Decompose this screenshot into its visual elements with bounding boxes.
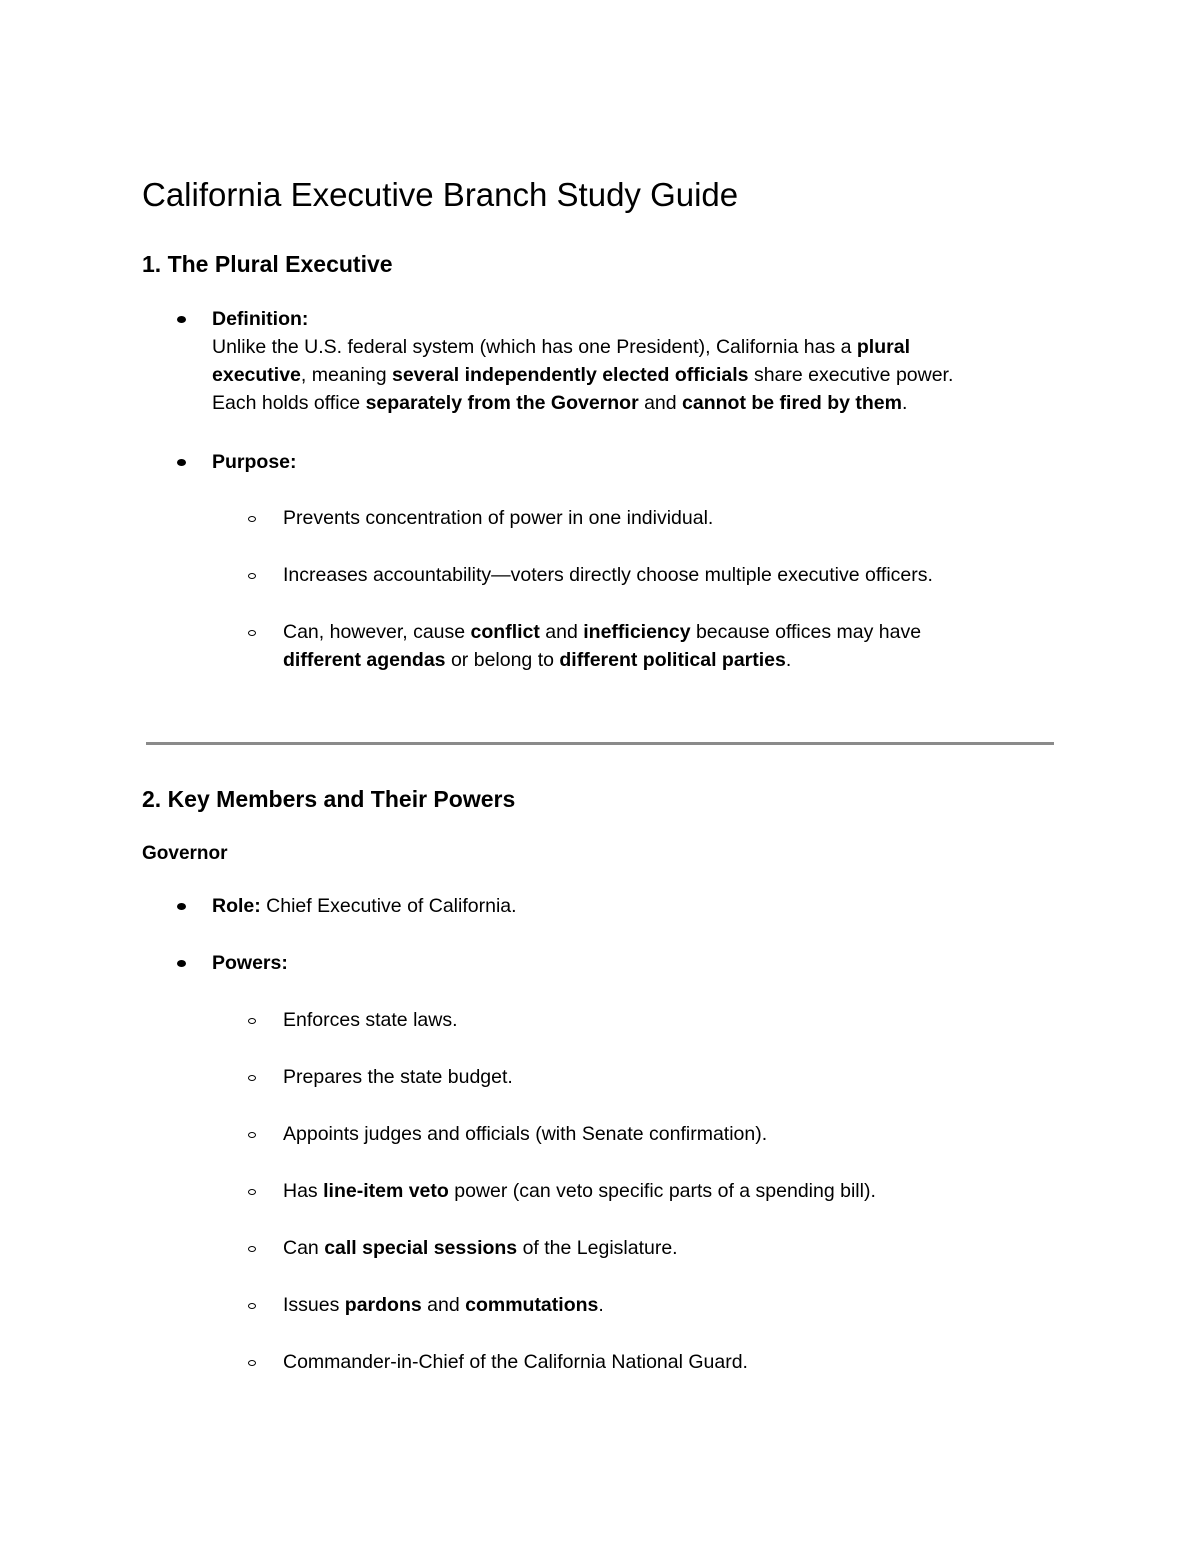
text-run: . (902, 392, 908, 414)
definition-label: Definition: (212, 308, 309, 330)
text-run: Each holds office (212, 392, 366, 414)
bold-text-run: executive (212, 364, 301, 386)
text-run: Issues (283, 1294, 345, 1316)
text-run: Prevents concentration of power in one individual. (283, 507, 714, 529)
power-item (283, 1177, 876, 1205)
purpose-item-continuation (283, 646, 791, 674)
text-run: Prepares the state budget. (283, 1066, 513, 1088)
horizontal-divider (146, 742, 1054, 745)
governor-heading: Governor (142, 843, 228, 864)
power-item (283, 1234, 678, 1262)
bullet-circle-icon (248, 1075, 256, 1081)
power-item (283, 1291, 604, 1319)
section-2-heading: 2. Key Members and Their Powers (142, 786, 516, 812)
bullet-circle-icon (248, 1360, 256, 1366)
purpose-item (283, 504, 713, 532)
bold-text-run: line-item veto (323, 1180, 449, 1202)
bullet-disc-icon (177, 459, 186, 466)
powers-label: Powers: (212, 952, 288, 974)
text-run: Increases accountability—voters directly choose multiple executive officers. (283, 564, 933, 586)
text-run: Can (283, 1237, 325, 1259)
text-run: of the Legislature. (517, 1237, 678, 1259)
power-item (283, 1063, 513, 1091)
text-run: and (539, 621, 584, 643)
section-1-heading: 1. The Plural Executive (142, 251, 393, 277)
bold-text-run: call special sessions (324, 1237, 518, 1259)
text-run: Enforces state laws. (283, 1009, 458, 1031)
bullet-circle-icon (248, 516, 256, 522)
purpose-item (283, 618, 921, 646)
bullet-disc-icon (177, 960, 186, 967)
text-run: Appoints judges and officials (with Senate confirmation). (283, 1123, 768, 1145)
text-run: . (598, 1294, 604, 1316)
definition-line (212, 361, 953, 389)
bold-text-run: conflict (470, 621, 540, 643)
bold-text-run: cannot be fired by them (682, 392, 902, 414)
text-run: or belong to (445, 649, 560, 671)
bullet-circle-icon (248, 573, 256, 579)
power-item (283, 1348, 748, 1376)
bullet-circle-icon (248, 1018, 256, 1024)
bold-text-run: commutations (465, 1294, 599, 1316)
bullet-circle-icon (248, 630, 256, 636)
bullet-circle-icon (248, 1189, 256, 1195)
bullet-disc-icon (177, 316, 186, 323)
bold-text-run: inefficiency (583, 621, 691, 643)
text-run: Has (283, 1180, 324, 1202)
bold-text-run: plural (856, 336, 910, 358)
text-run: share executive power. (748, 364, 954, 386)
bold-text-run: several independently elected officials (391, 364, 749, 386)
definition-line (212, 389, 907, 417)
purpose-label: Purpose: (212, 451, 297, 473)
bullet-circle-icon (248, 1303, 256, 1309)
purpose-item (283, 561, 933, 589)
text-run: , meaning (300, 364, 392, 386)
bold-text-run: different political parties (559, 649, 786, 671)
bullet-circle-icon (248, 1246, 256, 1252)
bold-text-run: pardons (344, 1294, 422, 1316)
text-run: because offices may have (690, 621, 922, 643)
bold-text-run: different agendas (283, 649, 446, 671)
bold-text-run: separately from the Governor (365, 392, 639, 414)
text-run: Commander-in-Chief of the California National Guard. (283, 1351, 748, 1373)
definition-line (212, 333, 910, 361)
text-run: and (421, 1294, 466, 1316)
text-run: Can, however, cause (283, 621, 471, 643)
text-run: and (638, 392, 683, 414)
bullet-disc-icon (177, 903, 186, 910)
text-run: Unlike the U.S. federal system (which has one President), California has a (212, 336, 857, 358)
bullet-circle-icon (248, 1132, 256, 1138)
text-run: power (can veto specific parts of a spending bill). (448, 1180, 876, 1202)
role-line: Role: Chief Executive of California. (212, 895, 517, 917)
power-item (283, 1006, 458, 1034)
power-item (283, 1120, 767, 1148)
text-run: . (785, 649, 792, 671)
document-title: California Executive Branch Study Guide (142, 176, 739, 213)
